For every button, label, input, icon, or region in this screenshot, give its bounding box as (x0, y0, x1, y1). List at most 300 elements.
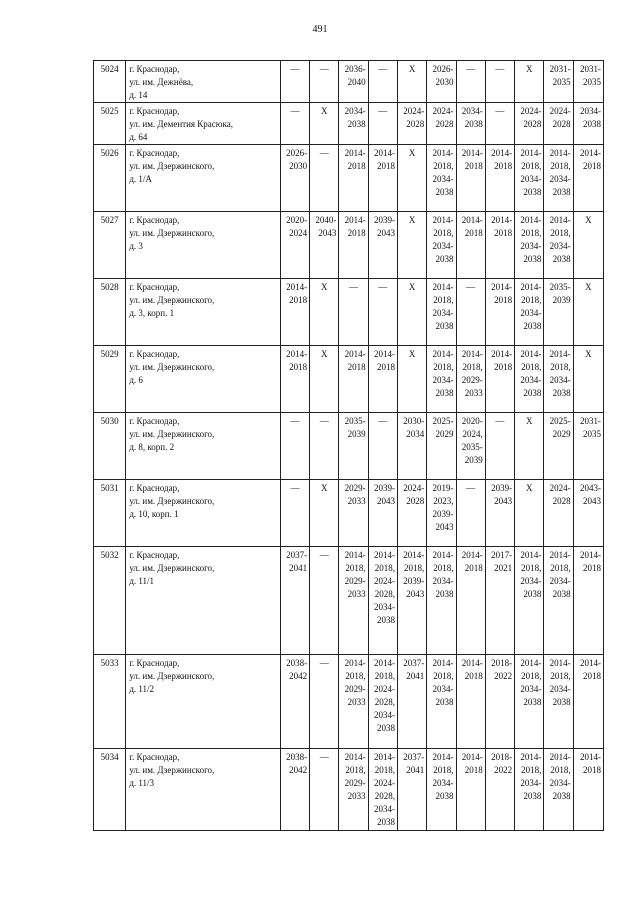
period-line: 2035- (344, 416, 366, 426)
period-cell (456, 413, 485, 480)
period-line: 2034- (373, 804, 395, 814)
period-line: 2031- (549, 64, 571, 74)
period-line: 2024, (462, 429, 483, 439)
period-line: — (495, 106, 505, 116)
period-line: — (290, 483, 300, 493)
address-line: ул. им. Дзержинского, (129, 429, 215, 439)
row-number: 5033 (94, 655, 126, 749)
period-line: 2014- (549, 658, 571, 668)
address-line: ул. им. Дзержинского, (129, 295, 215, 305)
period-line: 2018 (583, 161, 601, 171)
address-line: г. Краснодар, (129, 64, 180, 74)
period-line: — (290, 106, 300, 116)
period-cell (515, 212, 544, 279)
period-line: X (320, 282, 328, 292)
period-line: 2035 (552, 77, 571, 87)
period-line: 2014- (373, 148, 395, 158)
period-cell (544, 655, 573, 749)
period-line: 2034- (432, 308, 454, 318)
address-line: д. 14 (129, 90, 148, 100)
period-line: 2014- (520, 148, 542, 158)
period-cell (485, 655, 514, 749)
period-cell (397, 749, 426, 831)
period-line: 2034- (461, 106, 483, 116)
period-line: 2018, (521, 362, 542, 372)
table-row (94, 145, 604, 212)
period-cell (310, 279, 339, 346)
period-line: 2043 (376, 496, 395, 506)
period-line: 2024- (373, 778, 395, 788)
address-cell (126, 145, 281, 212)
period-line: 2019- (432, 483, 454, 493)
period-line: 2034 (406, 429, 425, 439)
table-row (94, 279, 604, 346)
period-line: 2039- (403, 576, 425, 586)
period-line: 2034- (520, 174, 542, 184)
address-line: д. 64 (129, 132, 148, 142)
period-line: 2039 (464, 455, 483, 465)
period-line: 2030 (289, 161, 308, 171)
period-line: 2028 (435, 119, 454, 129)
address-line: д. 11/3 (129, 778, 155, 788)
period-line: X (525, 483, 533, 493)
period-cell (339, 413, 368, 480)
period-line: 2038 (552, 697, 571, 707)
period-line: 2028, (374, 791, 395, 801)
address-line: д. 11/1 (129, 576, 155, 586)
period-line: 2018 (464, 671, 483, 681)
address-line: ул. им. Дементия Красюка, (129, 119, 234, 129)
period-line: 2037- (403, 658, 425, 668)
period-line: 2014- (580, 752, 601, 762)
period-line: X (408, 349, 416, 359)
period-line: 2034- (344, 106, 366, 116)
period-line: 2014- (432, 550, 454, 560)
period-line: 2036- (344, 64, 366, 74)
period-line: 2028 (552, 496, 571, 506)
period-line: 2014- (344, 550, 366, 560)
address-line: ул. им. Дзержинского, (129, 671, 215, 681)
period-line: 2038 (523, 589, 542, 599)
period-cell (515, 480, 544, 547)
period-cell (368, 279, 397, 346)
period-line: — (319, 416, 329, 426)
address-line: д. 6 (129, 375, 143, 385)
period-line: 2024- (403, 483, 425, 493)
period-line: 2014- (580, 658, 601, 668)
address-line: г. Краснодар, (129, 550, 180, 560)
period-cell (397, 61, 426, 103)
row-number: 5027 (94, 212, 126, 279)
period-cell (544, 346, 573, 413)
period-line: 2028, (374, 589, 395, 599)
period-line: 2018, (550, 671, 571, 681)
period-cell (339, 547, 368, 655)
row-number: 5031 (94, 480, 126, 547)
period-cell (368, 346, 397, 413)
period-cell (573, 279, 603, 346)
period-line: 2018, (462, 362, 483, 372)
period-line: 2014- (520, 550, 542, 560)
period-line: 2026- (286, 148, 308, 158)
period-cell (280, 145, 309, 212)
period-cell (397, 413, 426, 480)
table-row (94, 547, 604, 655)
period-line: 2025- (432, 416, 454, 426)
period-line: 2038 (435, 388, 454, 398)
address-line: г. Краснодар, (129, 106, 180, 116)
period-cell (310, 346, 339, 413)
period-line: 2014- (520, 215, 542, 225)
period-cell (368, 61, 397, 103)
period-line: 2026- (432, 64, 454, 74)
period-cell (310, 212, 339, 279)
period-line: 2014- (373, 658, 395, 668)
period-line: 2038 (376, 817, 395, 827)
period-line: 2035- (461, 442, 483, 452)
period-cell (544, 480, 573, 547)
period-cell (456, 61, 485, 103)
row-number: 5032 (94, 547, 126, 655)
period-cell (544, 103, 573, 145)
period-cell (397, 480, 426, 547)
period-line: 2014- (461, 148, 483, 158)
period-cell (310, 413, 339, 480)
period-cell (573, 413, 603, 480)
period-line: 2014- (491, 215, 513, 225)
period-cell (339, 103, 368, 145)
period-line: 2035 (583, 77, 601, 87)
period-line: 2038 (435, 321, 454, 331)
period-line: 2014- (520, 282, 542, 292)
period-cell (544, 413, 573, 480)
period-cell (310, 61, 339, 103)
row-number: 5030 (94, 413, 126, 480)
period-cell (544, 61, 573, 103)
period-cell (368, 480, 397, 547)
period-line: 2041 (406, 765, 425, 775)
period-line: 2034- (432, 174, 454, 184)
period-line: 2018, (433, 765, 454, 775)
address-line: ул. им. Дзержинского, (129, 228, 215, 238)
period-line: 2024- (373, 684, 395, 694)
row-number: 5034 (94, 749, 126, 831)
period-line: X (320, 106, 328, 116)
period-line: 2038 (552, 254, 571, 264)
period-line: 2038 (552, 791, 571, 801)
period-line: 2014- (461, 752, 483, 762)
period-line: 2014- (432, 215, 454, 225)
address-cell (126, 346, 281, 413)
period-line: 2043 (494, 496, 513, 506)
period-line: 2034- (549, 778, 571, 788)
period-cell (544, 145, 573, 212)
period-line: 2014- (461, 349, 483, 359)
period-line: — (319, 550, 329, 560)
period-line: 2029- (344, 778, 366, 788)
address-line: г. Краснодар, (129, 215, 180, 225)
period-line: 2014- (344, 349, 366, 359)
period-line: 2034- (520, 308, 542, 318)
period-line: 2029- (344, 684, 366, 694)
period-cell (485, 279, 514, 346)
period-line: X (585, 215, 592, 225)
period-line: 2030- (403, 416, 425, 426)
period-line: 2018, (550, 765, 571, 775)
period-line: 2034- (520, 684, 542, 694)
period-cell (427, 61, 456, 103)
period-line: — (495, 416, 505, 426)
period-cell (280, 279, 309, 346)
address-line: ул. им. Дзержинского, (129, 496, 215, 506)
period-line: 2039- (491, 483, 513, 493)
period-line: 2014- (520, 658, 542, 668)
address-line: г. Краснодар, (129, 148, 180, 158)
table-row (94, 61, 604, 103)
period-line: 2034- (580, 106, 601, 116)
address-cell (126, 547, 281, 655)
period-line: 2018, (433, 161, 454, 171)
period-cell (368, 413, 397, 480)
period-cell (339, 480, 368, 547)
period-cell (397, 145, 426, 212)
period-line: 2014- (580, 550, 601, 560)
period-cell (515, 547, 544, 655)
period-line: 2029 (552, 429, 571, 439)
address-line: г. Краснодар, (129, 282, 180, 292)
period-cell (456, 279, 485, 346)
period-line: — (378, 416, 388, 426)
period-cell (485, 749, 514, 831)
period-line: 2038 (523, 388, 542, 398)
address-line: ул. им. Дзержинского, (129, 362, 215, 372)
period-line: 2018, (433, 671, 454, 681)
period-line: 2038 (376, 723, 395, 733)
period-cell (544, 547, 573, 655)
address-line: д. 8, корп. 2 (129, 442, 175, 452)
period-line: 2029- (461, 375, 483, 385)
period-line: 2028 (552, 119, 571, 129)
period-line: 2018, (521, 563, 542, 573)
period-line: 2021 (494, 563, 513, 573)
period-cell (368, 655, 397, 749)
period-line: 2038 (523, 697, 542, 707)
address-line: д. 10, корп. 1 (129, 509, 179, 519)
period-line: 2018 (583, 765, 601, 775)
period-line: 2014- (286, 282, 308, 292)
period-cell (280, 480, 309, 547)
period-line: 2038 (552, 589, 571, 599)
period-line: 2018 (376, 362, 395, 372)
table-row (94, 212, 604, 279)
period-cell (368, 547, 397, 655)
period-cell (456, 480, 485, 547)
period-line: 2038 (435, 791, 454, 801)
period-line: 2038 (552, 187, 571, 197)
period-cell (485, 480, 514, 547)
period-line: 2034- (432, 375, 454, 385)
period-line: 2034- (520, 241, 542, 251)
period-line: 2043 (376, 228, 395, 238)
period-line: 2028 (406, 119, 425, 129)
period-line: 2014- (432, 752, 454, 762)
period-line: — (466, 282, 476, 292)
period-line: 2018 (464, 765, 483, 775)
period-cell (485, 61, 514, 103)
period-line: 2018 (464, 161, 483, 171)
period-line: 2038 (583, 119, 601, 129)
period-line: 2035- (549, 282, 571, 292)
period-cell (485, 413, 514, 480)
period-line: 2033 (347, 791, 366, 801)
period-line: 2037- (286, 550, 308, 560)
period-cell (515, 346, 544, 413)
address-line: д. 1/А (129, 174, 152, 184)
period-cell (280, 103, 309, 145)
period-line: 2024- (520, 106, 542, 116)
period-line: 2040- (315, 215, 337, 225)
address-line: г. Краснодар, (129, 416, 180, 426)
address-cell (126, 212, 281, 279)
period-line: 2014- (432, 658, 454, 668)
address-line: ул. им. Дзержинского, (129, 765, 215, 775)
address-cell (126, 749, 281, 831)
period-cell (544, 279, 573, 346)
period-cell (456, 346, 485, 413)
period-cell (368, 103, 397, 145)
period-line: 2014- (580, 148, 601, 158)
period-cell (427, 145, 456, 212)
period-line: 2038 (435, 697, 454, 707)
period-line: 2014- (373, 550, 395, 560)
period-line: X (408, 148, 416, 158)
period-line: 2020- (461, 416, 483, 426)
period-line: 2038- (286, 752, 308, 762)
period-line: 2017- (491, 550, 513, 560)
period-cell (485, 212, 514, 279)
period-line: 2038 (435, 589, 454, 599)
period-line: 2029 (435, 429, 454, 439)
period-cell (485, 145, 514, 212)
period-line: 2018, (374, 765, 395, 775)
period-line: 2014- (549, 752, 571, 762)
period-line: 2014- (461, 658, 483, 668)
period-cell (456, 145, 485, 212)
period-line: X (585, 349, 592, 359)
period-cell (368, 212, 397, 279)
period-line: — (319, 752, 329, 762)
period-line: 2018 (583, 671, 601, 681)
period-cell (310, 655, 339, 749)
period-cell (280, 212, 309, 279)
period-line: — (466, 483, 476, 493)
address-cell (126, 413, 281, 480)
period-line: 2038 (552, 388, 571, 398)
period-line: 2018, (521, 228, 542, 238)
period-line: 2038- (286, 658, 308, 668)
period-cell (515, 103, 544, 145)
period-line: 2014- (520, 349, 542, 359)
period-line: 2024- (403, 106, 425, 116)
period-line: 2034- (373, 602, 395, 612)
period-line: 2014- (286, 349, 308, 359)
period-line: — (378, 106, 388, 116)
period-line: 2034- (549, 241, 571, 251)
period-line: 2039- (432, 509, 454, 519)
address-cell (126, 279, 281, 346)
row-number: 5025 (94, 103, 126, 145)
period-line: 2014- (491, 349, 513, 359)
period-line: 2034- (549, 375, 571, 385)
period-line: X (408, 215, 416, 225)
period-line: 2014- (432, 349, 454, 359)
period-line: 2034- (432, 684, 454, 694)
period-line: 2018, (374, 671, 395, 681)
period-cell (456, 749, 485, 831)
period-line: X (585, 282, 592, 292)
address-cell (126, 655, 281, 749)
period-line: 2041 (406, 671, 425, 681)
period-cell (573, 346, 603, 413)
period-line: 2037- (403, 752, 425, 762)
period-line: 2014- (461, 550, 483, 560)
period-line: 2034- (432, 576, 454, 586)
period-cell (573, 103, 603, 145)
period-cell (310, 749, 339, 831)
period-line: 2038 (376, 615, 395, 625)
schedule-table (93, 60, 604, 831)
period-cell (573, 61, 603, 103)
period-line: 2038 (435, 254, 454, 264)
period-line: 2018 (583, 563, 601, 573)
period-line: 2018- (491, 658, 513, 668)
period-cell (427, 279, 456, 346)
address-line: ул. им. Дзержинского, (129, 563, 215, 573)
period-line: 2014- (520, 752, 542, 762)
period-cell (544, 749, 573, 831)
period-line: 2043 (583, 496, 601, 506)
period-cell (368, 749, 397, 831)
address-line: д. 3 (129, 241, 143, 251)
period-line: — (290, 64, 300, 74)
period-line: 2043 (318, 228, 337, 238)
period-cell (456, 655, 485, 749)
period-line: 2018, (433, 362, 454, 372)
period-cell (573, 655, 603, 749)
period-line: 2031- (580, 416, 601, 426)
period-line: 2043- (580, 483, 601, 493)
period-line: 2043 (435, 522, 454, 532)
period-line: 2018 (376, 161, 395, 171)
period-line: 2034- (520, 375, 542, 385)
period-line: 2018, (433, 563, 454, 573)
period-line: 2018, (403, 563, 425, 573)
period-cell (339, 61, 368, 103)
period-line: 2038 (523, 791, 542, 801)
period-line: 2029- (344, 576, 366, 586)
address-line: д. 11/2 (129, 684, 155, 694)
period-line: 2014- (491, 282, 513, 292)
period-line: 2039- (373, 483, 395, 493)
period-line: X (320, 349, 328, 359)
period-line: 2038 (523, 321, 542, 331)
period-line: 2022 (494, 765, 513, 775)
period-line: 2020- (286, 215, 308, 225)
period-line: 2018 (347, 161, 366, 171)
period-line: 2014- (344, 215, 366, 225)
period-cell (427, 103, 456, 145)
table-row (94, 480, 604, 547)
